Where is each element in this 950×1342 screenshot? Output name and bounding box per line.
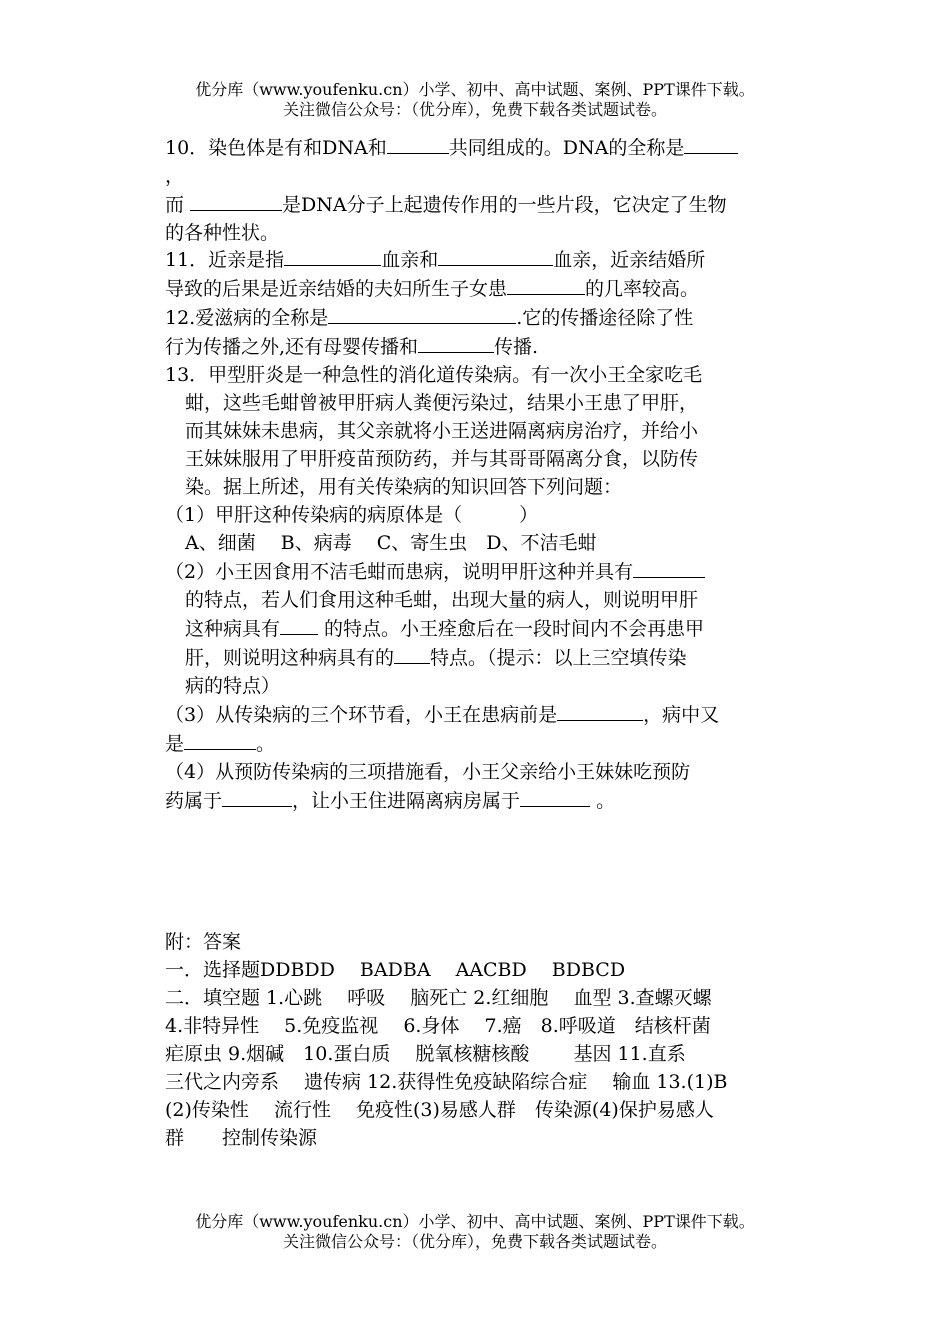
q12-blank-1 — [328, 303, 516, 324]
q12-blank-2 — [418, 332, 494, 353]
q10-blank-3 — [190, 190, 282, 211]
answer-line-5: 三代之内旁系 遗传病 12.获得性免疫缺陷综合症 输血 13.(1)B — [165, 1071, 728, 1093]
q13-sub-3-line-2: 是 。 — [165, 729, 790, 758]
answer-line-1: 一．选择题DDBDD BADBA AACBD BDBCD — [165, 959, 626, 981]
q13-stem-4: 王妹妹服用了甲肝疫苗预防药，并与其哥哥隔离分食，以防传 — [185, 448, 699, 470]
q13-sub-2-line-3: 这种病具有 的特点。小王痊愈后在一段时间内不会再患甲 — [165, 614, 790, 643]
answer-title: 附：答案 — [165, 931, 242, 953]
q12-line-1: 12.爱滋病的全称是 .它的传播途径除了性 — [165, 303, 790, 332]
q13-blank-5 — [184, 729, 256, 750]
q13-sub-1: （1）甲肝这种传染病的病原体是（ ） — [165, 504, 539, 526]
q13-blank-1 — [633, 557, 705, 578]
answer-line-3: 4.非特异性 5.免疫监视 6.身体 7.癌 8.呼吸道 结核杆菌 — [165, 1015, 711, 1037]
q13-sub-2-line-1: （2）小王因食用不洁毛蚶而患病，说明甲肝这种并具有 — [165, 557, 790, 586]
q11-blank-3 — [507, 274, 585, 295]
q13-sub-4-line-2: 药属于 ，让小王住进隔离病房属于 。 — [165, 786, 790, 815]
q13-blank-7 — [520, 786, 590, 807]
question-13 — [165, 361, 790, 815]
q11-line-2: 导致的后果是近亲结婚的夫妇所生子女患 的几率较高。 — [165, 274, 790, 303]
q13-blank-2 — [280, 614, 318, 635]
footer-line-1: 优分库（www.youfenku.cn）小学、初中、高中试题、案例、PPT课件下载。 — [195, 1212, 755, 1231]
header-line-2: 关注微信公众号：（优分库），免费下载各类试题试卷。 — [282, 100, 667, 119]
q13-stem-2: 蚶，这些毛蚶曾被甲肝病人粪便污染过，结果小王患了甲肝， — [185, 392, 699, 414]
answer-line-4: 疟原虫 9.烟碱 10.蛋白质 脱氧核糖核酸 基因 11.直系 — [165, 1043, 686, 1065]
answer-line-2: 二．填空题 1.心跳 呼吸 脑死亡 2.红细胞 血型 3.查螺灭螺 — [165, 987, 712, 1009]
footer-line-2: 关注微信公众号：（优分库），免费下载各类试题试卷。 — [282, 1232, 667, 1251]
q12-line-2: 行为传播之外,还有母婴传播和 传播. — [165, 332, 790, 361]
page-header — [0, 80, 950, 120]
question-10-12 — [165, 133, 790, 247]
q13-sub-3-line-1: （3）从传染病的三个环节看，小王在患病前是 ，病中又 — [165, 700, 790, 729]
page-footer — [0, 1212, 950, 1252]
q13-sub-2-line-4: 肝，则说明这种病具有的 特点。（提示：以上三空填传染 — [165, 643, 790, 672]
q13-blank-4 — [557, 700, 643, 721]
q13-stem-5: 染。据上所述，用有关传染病的知识回答下列问题： — [185, 476, 623, 498]
q13-blank-6 — [222, 786, 292, 807]
q11-blank-1 — [284, 245, 381, 266]
q13-stem-3: 而其妹妹未患病，其父亲就将小王送进隔离病房治疗，并给小 — [185, 420, 699, 442]
q10-blank-1 — [387, 133, 449, 154]
q10-line-2: ， — [165, 165, 185, 187]
q10-line-4: 的各种性状。 — [165, 222, 280, 244]
q13-blank-3 — [394, 643, 430, 664]
header-line-1: 优分库（www.youfenku.cn）小学、初中、高中试题、案例、PPT课件下载。 — [195, 80, 755, 99]
q10-line-1: 10．染色体是有和DNA和 共同组成的。DNA的全称是 — [165, 133, 790, 162]
q11-line-1: 11．近亲是指 血亲和 血亲，近亲结婚所 — [165, 245, 790, 274]
q13-stem-1: 13．甲型肝炎是一种急性的消化道传染病。有一次小王全家吃毛 — [165, 364, 703, 386]
q13-sub-1-options: A、细菌 B、病毒 C、寄生虫 D、不洁毛蚶 — [185, 532, 597, 554]
q10-blank-2 — [684, 133, 738, 154]
q11-blank-2 — [438, 245, 553, 266]
q13-sub-2-line-2: 的特点，若人们食用这种毛蚶，出现大量的病人，则说明甲肝 — [185, 589, 699, 611]
answer-key — [165, 928, 790, 1152]
q13-sub-4-line-1: （4）从预防传染病的三项措施看，小王父亲给小王妹妹吃预防 — [165, 761, 691, 783]
question-11-12 — [165, 245, 790, 361]
q10-line-3: 而 是DNA分子上起遗传作用的一些片段，它决定了生物 — [165, 190, 790, 219]
answer-line-7: 群 控制传染源 — [165, 1127, 318, 1149]
q13-sub-2-line-5: 病的特点） — [185, 675, 281, 697]
answer-line-6: (2)传染性 流行性 免疫性(3)易感人群 传染源(4)保护易感人 — [165, 1099, 714, 1121]
